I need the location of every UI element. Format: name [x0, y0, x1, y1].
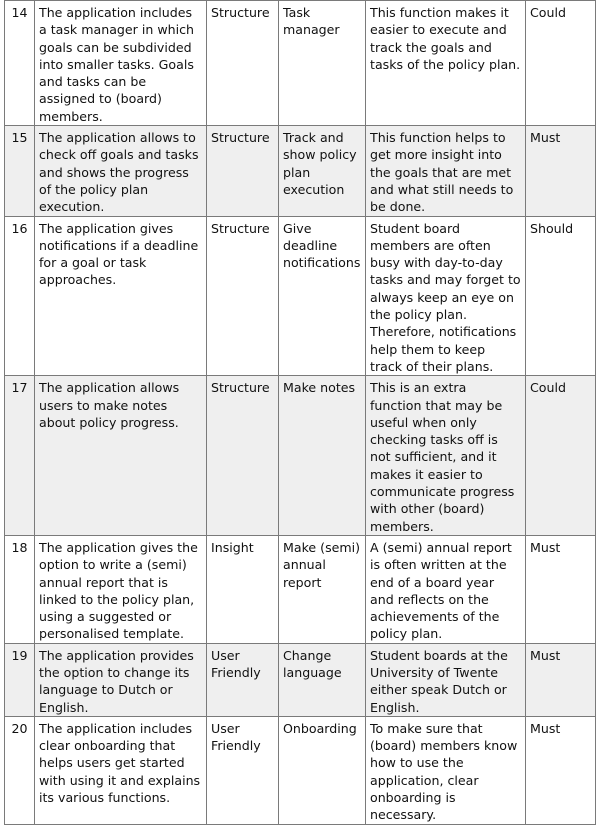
requirement-category: Structure [207, 126, 279, 216]
requirement-priority: Should [526, 216, 596, 376]
requirement-justification: This function makes it easier to execute and track the goals and tasks of the policy plan. [366, 1, 526, 126]
requirement-description: The application allows users to make notes about policy progress. [35, 376, 207, 536]
requirement-name: Give deadline notifications [279, 216, 366, 376]
requirement-category: Insight [207, 535, 279, 643]
table-row [5, 1, 596, 126]
requirement-priority: Must [526, 643, 596, 716]
requirement-category: User Friendly [207, 716, 279, 824]
requirement-category: Structure [207, 376, 279, 536]
requirement-description: The application includes clear onboarding that helps users get started with using it and explains its various functions. [35, 716, 207, 824]
requirement-id: 20 [5, 716, 35, 824]
requirement-id: 14 [5, 1, 35, 126]
requirement-name: Task manager [279, 1, 366, 126]
requirement-name: Track and show policy plan execution [279, 126, 366, 216]
table-row [5, 535, 596, 643]
requirement-description: The application includes a task manager in which goals can be subdivided into smaller tasks. Goals and tasks can be assigned to (board) members. [35, 1, 207, 126]
requirement-description: The application gives the option to write a (semi) annual report that is linked to the policy plan, using a suggested or personalised template. [35, 535, 207, 643]
requirement-name: Change language [279, 643, 366, 716]
requirement-id: 16 [5, 216, 35, 376]
requirement-id: 15 [5, 126, 35, 216]
requirement-justification: A (semi) annual report is often written at the end of a board year and reflects on the achievements of the policy plan. [366, 535, 526, 643]
requirement-justification: This is an extra function that may be useful when only checking tasks off is not sufficient, and it makes it easier to communicate progress with other (board) members. [366, 376, 526, 536]
requirement-justification: This function helps to get more insight into the goals that are met and what still needs to be done. [366, 126, 526, 216]
requirement-category: Structure [207, 216, 279, 376]
requirement-description: The application allows to check off goals and tasks and shows the progress of the policy plan execution. [35, 126, 207, 216]
requirement-justification: Student board members are often busy with day-to-day tasks and may forget to always keep an eye on the policy plan. Therefore, notifications help them to keep track of their plans. [366, 216, 526, 376]
requirement-id: 18 [5, 535, 35, 643]
requirement-priority: Could [526, 376, 596, 536]
table-row [5, 643, 596, 716]
requirement-priority: Must [526, 126, 596, 216]
requirement-name: Make (semi) annual report [279, 535, 366, 643]
table-row [5, 126, 596, 216]
requirement-name: Make notes [279, 376, 366, 536]
requirement-description: The application gives notifications if a deadline for a goal or task approaches. [35, 216, 207, 376]
requirement-priority: Must [526, 716, 596, 824]
table-row [5, 216, 596, 376]
requirement-priority: Could [526, 1, 596, 126]
requirement-justification: Student boards at the University of Twente either speak Dutch or English. [366, 643, 526, 716]
requirement-category: User Friendly [207, 643, 279, 716]
requirement-id: 17 [5, 376, 35, 536]
requirement-justification: To make sure that (board) members know how to use the application, clear onboarding is necessary. [366, 716, 526, 824]
requirement-name: Onboarding [279, 716, 366, 824]
table-row [5, 376, 596, 536]
requirements-table [4, 0, 596, 825]
requirement-priority: Must [526, 535, 596, 643]
table-row [5, 716, 596, 824]
requirement-category: Structure [207, 1, 279, 126]
requirement-id: 19 [5, 643, 35, 716]
requirement-description: The application provides the option to change its language to Dutch or English. [35, 643, 207, 716]
